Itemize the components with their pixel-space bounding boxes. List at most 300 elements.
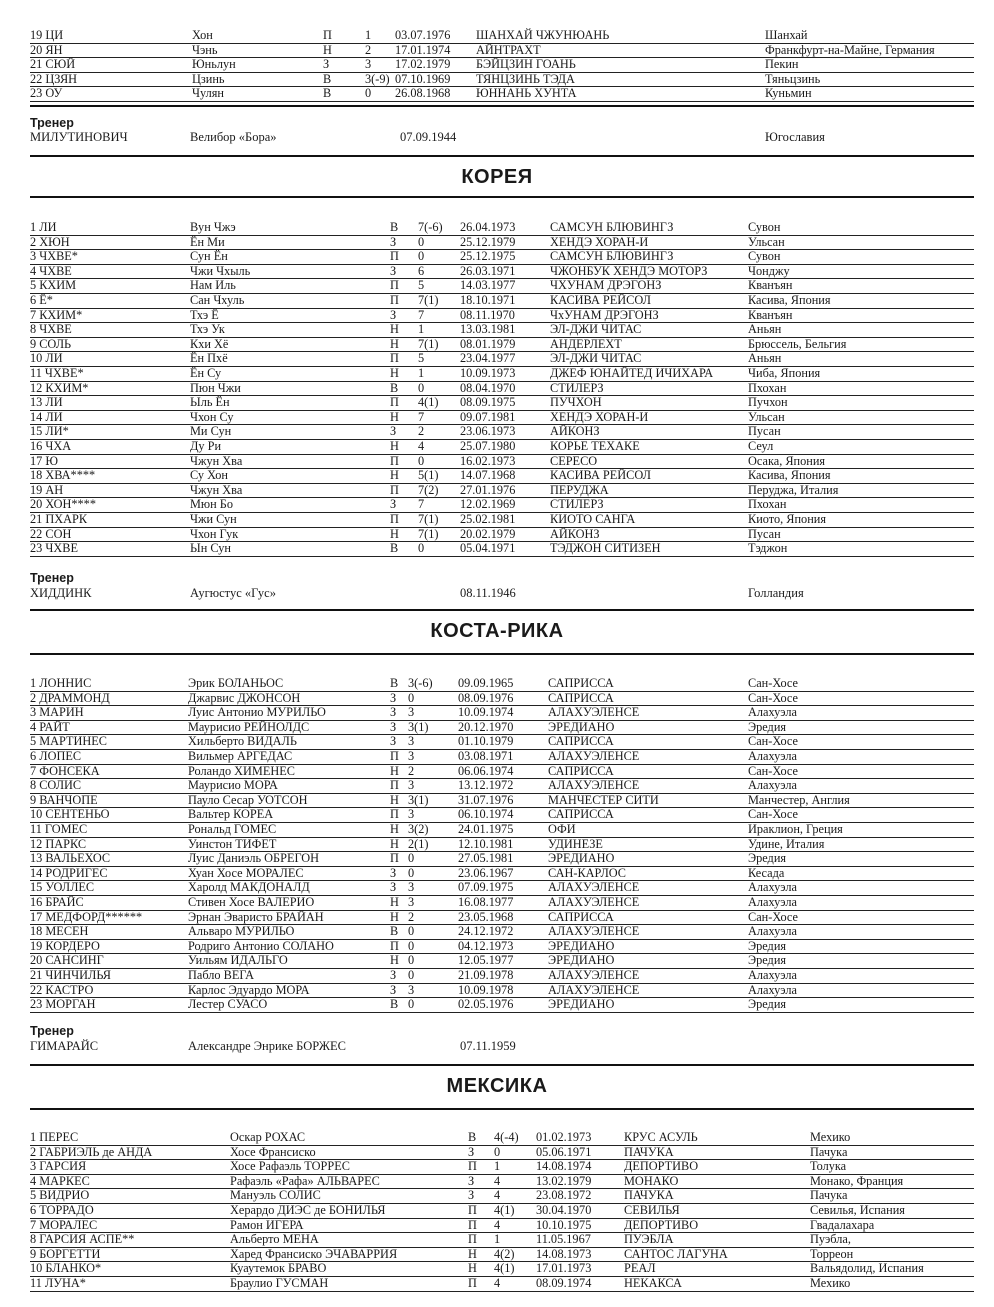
player-surname: 23 ЧХВЕ xyxy=(30,541,78,556)
player-caps: 0 xyxy=(418,380,425,395)
section-divider xyxy=(30,155,974,157)
player-club: ПУЭБЛА xyxy=(624,1232,674,1247)
table-row xyxy=(30,468,974,484)
player-club: АЛАХУЭЛЕНСЕ xyxy=(548,749,640,763)
korea-coach-row xyxy=(30,586,974,601)
player-caps: 3 xyxy=(408,778,415,793)
player-name: Лестер СУАСО xyxy=(188,997,268,1012)
player-city: Пачука xyxy=(810,1188,848,1203)
table-row xyxy=(30,541,974,557)
player-surname: 12 ПАРКС xyxy=(30,836,87,851)
player-caps: 7 xyxy=(418,409,425,424)
player-caps: 2(1) xyxy=(408,836,429,851)
player-position: П xyxy=(390,278,399,293)
player-caps: 4 xyxy=(494,1276,501,1290)
player-surname: 20 САНСИНГ xyxy=(30,953,104,968)
player-caps: 5(1) xyxy=(418,468,439,483)
table-row xyxy=(30,351,974,367)
player-position: В xyxy=(390,997,399,1012)
player-city: Сувон xyxy=(748,249,781,264)
player-caps: 3 xyxy=(408,880,415,895)
player-birthdate: 24.12.1972 xyxy=(458,924,514,939)
player-position: З xyxy=(390,690,397,705)
player-birthdate: 27.05.1981 xyxy=(458,851,514,866)
player-name: Нам Иль xyxy=(190,278,236,293)
player-surname: 3 ГАРСИЯ xyxy=(30,1159,87,1174)
player-club: САНТОС ЛАГУНА xyxy=(624,1246,728,1261)
player-city: Касива, Япония xyxy=(748,293,831,307)
player-caps: 3 xyxy=(408,749,415,763)
player-name: Харед Франсиско ЭЧАВАРРИЯ xyxy=(230,1246,398,1261)
player-caps: 0 xyxy=(365,86,372,101)
player-surname: 9 ВАНЧОПЕ xyxy=(30,792,98,807)
coach-name: Аугюстус «Гус» xyxy=(190,586,276,600)
player-name: Вальтер КОРЕА xyxy=(188,807,274,822)
player-position: П xyxy=(390,512,399,526)
coach-surname: ГИМАРАЙС xyxy=(30,1039,99,1053)
player-club: БЭЙЦЗИН ГОАНЬ xyxy=(476,57,576,72)
player-city: Алахуэла xyxy=(748,895,797,909)
table-row xyxy=(30,968,974,984)
player-surname: 9 СОЛЬ xyxy=(30,336,72,351)
table-row xyxy=(30,793,974,809)
player-surname: 7 ФОНСЕКА xyxy=(30,763,100,778)
player-surname: 11 ЧХВЕ* xyxy=(30,366,84,380)
player-name: Альберто МЕНА xyxy=(230,1232,319,1247)
player-birthdate: 11.05.1967 xyxy=(536,1232,591,1247)
coach-surname: МИЛУТИНОВИЧ xyxy=(30,130,128,144)
player-caps: 3 xyxy=(408,895,415,909)
table-row xyxy=(30,439,974,455)
player-city: Алахуэла xyxy=(748,749,797,763)
player-birthdate: 25.02.1981 xyxy=(460,512,516,526)
player-city: Алахуэла xyxy=(748,705,797,720)
player-club: КРУС АСУЛЬ xyxy=(624,1130,698,1144)
player-position: П xyxy=(323,28,332,42)
table-row xyxy=(30,86,974,102)
player-club: ХЕНДЭ ХОРАН-И xyxy=(550,409,649,424)
player-caps: 4 xyxy=(418,439,425,453)
player-surname: 2 ДРАММОНД xyxy=(30,690,110,705)
player-city: Шанхай xyxy=(765,28,808,42)
player-club: САМСУН БЛЮВИНГЗ xyxy=(550,220,674,234)
player-surname: 17 Ю xyxy=(30,453,59,468)
table-row xyxy=(30,1159,974,1175)
player-club: САПРИССА xyxy=(548,763,614,778)
player-caps: 0 xyxy=(408,997,415,1012)
player-city: Сеул xyxy=(748,439,774,453)
coach-country: Югославия xyxy=(765,130,825,144)
section-divider xyxy=(30,1108,974,1110)
table-row xyxy=(30,691,974,707)
player-name: Пауло Сесар УОТСОН xyxy=(188,792,308,807)
player-position: В xyxy=(323,71,332,86)
player-name: Уинстон ТИФЕТ xyxy=(188,836,277,851)
player-birthdate: 21.09.1978 xyxy=(458,968,514,982)
player-surname: 4 ЧХВЕ xyxy=(30,263,72,278)
table-row xyxy=(30,308,974,324)
player-birthdate: 12.05.1977 xyxy=(458,953,514,968)
player-surname: 16 ЧХА xyxy=(30,439,72,453)
player-club: УДИНЕЗЕ xyxy=(548,836,603,851)
player-name: Ён Су xyxy=(190,366,222,380)
player-birthdate: 03.08.1971 xyxy=(458,749,514,763)
player-club: ПАЧУКА xyxy=(624,1144,674,1159)
table-row xyxy=(30,497,974,513)
player-position: П xyxy=(468,1159,477,1174)
player-club: СЕРЕСО xyxy=(550,453,598,468)
table-row xyxy=(30,778,974,794)
player-position: П xyxy=(468,1232,477,1247)
player-city: Пусан xyxy=(748,424,781,439)
player-club: АЛАХУЭЛЕНСЕ xyxy=(548,982,640,997)
player-club: СЕВИЛЬЯ xyxy=(624,1203,680,1217)
player-birthdate: 10.09.1974 xyxy=(458,705,514,720)
player-position: З xyxy=(390,497,397,512)
player-city: Мехико xyxy=(810,1130,851,1144)
player-club: АЛАХУЭЛЕНСЕ xyxy=(548,895,640,909)
table-row xyxy=(30,424,974,440)
player-city: Пуэбла, xyxy=(810,1232,851,1247)
player-city: Чиба, Япония xyxy=(748,366,821,380)
player-city: Сан-Хосе xyxy=(748,690,798,705)
player-club: САПРИССА xyxy=(548,909,614,924)
player-name: Ён Ми xyxy=(190,234,225,249)
player-caps: 4 xyxy=(494,1173,501,1188)
player-position: Н xyxy=(390,336,399,351)
player-city: Сан-Хосе xyxy=(748,763,798,778)
player-surname: 13 ЛИ xyxy=(30,395,63,410)
player-position: П xyxy=(390,807,399,822)
player-birthdate: 08.01.1979 xyxy=(460,336,516,351)
player-club: ЭРЕДИАНО xyxy=(548,997,615,1012)
table-row xyxy=(30,910,974,926)
player-position: Н xyxy=(390,909,399,924)
table-row xyxy=(30,512,974,528)
player-caps: 4 xyxy=(494,1217,501,1232)
player-city: Эредия xyxy=(748,938,787,953)
player-position: Н xyxy=(468,1261,477,1276)
player-club: АЛАХУЭЛЕНСЕ xyxy=(548,705,640,720)
player-surname: 8 ГАРСИЯ АСПЕ** xyxy=(30,1232,135,1247)
section-divider xyxy=(30,196,974,198)
player-city: Тэджон xyxy=(748,541,788,556)
player-surname: 17 МЕДФОРД****** xyxy=(30,909,143,924)
player-city: Манчестер, Англия xyxy=(748,792,850,807)
player-caps: 3 xyxy=(408,807,415,822)
player-city: Эредия xyxy=(748,719,787,734)
player-caps: 3(1) xyxy=(408,719,429,734)
player-position: Н xyxy=(390,953,399,968)
player-surname: 23 МОРГАН xyxy=(30,997,96,1012)
table-row xyxy=(30,322,974,338)
player-birthdate: 06.06.1974 xyxy=(458,763,514,778)
player-city: Алахуэла xyxy=(748,924,797,939)
player-city: Алахуэла xyxy=(748,778,797,793)
table-row xyxy=(30,235,974,251)
table-row xyxy=(30,1276,974,1292)
player-club: САН-КАРЛОС xyxy=(548,865,627,880)
player-club: ЧхУНАМ ДРЭГОНЗ xyxy=(550,307,659,322)
player-name: Мануэль СОЛИС xyxy=(230,1188,321,1203)
player-caps: 0 xyxy=(408,968,415,982)
player-caps: 7 xyxy=(418,307,425,322)
player-city: Алахуэла xyxy=(748,968,797,982)
player-name: Сун Ён xyxy=(190,249,228,264)
player-caps: 7(1) xyxy=(418,526,439,541)
player-position: П xyxy=(468,1276,477,1290)
player-caps: 3(-6) xyxy=(408,676,433,690)
player-surname: 4 РАЙТ xyxy=(30,719,70,734)
player-city: Эредия xyxy=(748,997,787,1012)
player-caps: 2 xyxy=(408,909,415,924)
player-birthdate: 23.04.1977 xyxy=(460,351,516,366)
player-name: Роландо ХИМЕНЕС xyxy=(188,763,295,778)
table-row xyxy=(30,1145,974,1161)
player-city: Пачука xyxy=(810,1144,848,1159)
player-name: Чжи Чхыль xyxy=(190,263,251,278)
player-club: СТИЛЕРЗ xyxy=(550,497,604,512)
player-club: ЧХУНАМ ДРЭГОНЗ xyxy=(550,278,662,293)
player-caps: 7(1) xyxy=(418,512,439,526)
player-name: Карлос Эдуардо МОРА xyxy=(188,982,310,997)
player-city: Гвадалахара xyxy=(810,1217,875,1232)
player-city: Торреон xyxy=(810,1246,854,1261)
table-row xyxy=(30,851,974,867)
player-birthdate: 13.03.1981 xyxy=(460,322,516,337)
player-surname: 19 ЦИ xyxy=(30,28,64,42)
player-surname: 10 ЛИ xyxy=(30,351,63,366)
player-surname: 5 ВИДРИО xyxy=(30,1188,90,1203)
player-surname: 6 Ё* xyxy=(30,293,53,307)
player-city: Кванъян xyxy=(748,307,793,322)
player-name: Хуан Хосе МОРАЛЕС xyxy=(188,865,304,880)
player-city: Эредия xyxy=(748,953,787,968)
table-row xyxy=(30,454,974,470)
player-position: П xyxy=(390,249,399,264)
player-city: Монако, Франция xyxy=(810,1173,904,1188)
player-surname: 11 ЛУНА* xyxy=(30,1276,86,1290)
player-birthdate: 26.04.1973 xyxy=(460,220,516,234)
player-birthdate: 14.03.1977 xyxy=(460,278,516,293)
player-club: АНДЕРЛЕХТ xyxy=(550,336,622,351)
player-birthdate: 13.02.1979 xyxy=(536,1173,592,1188)
player-name: Ми Сун xyxy=(190,424,232,439)
player-birthdate: 09.09.1965 xyxy=(458,676,514,690)
table-row xyxy=(30,983,974,999)
player-club: НЕКАКСА xyxy=(624,1276,682,1290)
player-position: П xyxy=(390,851,399,866)
costa-rica-coach-row xyxy=(30,1039,974,1054)
player-city: Эредия xyxy=(748,851,787,866)
player-city: Толука xyxy=(810,1159,847,1174)
player-birthdate: 17.01.1973 xyxy=(536,1261,592,1276)
player-city: Франкфурт-на-Майне, Германия xyxy=(765,42,935,57)
player-caps: 1 xyxy=(365,28,372,42)
player-city: Сан-Хосе xyxy=(748,807,798,822)
player-surname: 7 КХИМ* xyxy=(30,307,83,322)
player-birthdate: 23.05.1968 xyxy=(458,909,514,924)
player-surname: 11 ГОМЕС xyxy=(30,822,88,836)
player-city: Алахуэла xyxy=(748,880,797,895)
player-position: Н xyxy=(390,366,399,380)
player-club: АЛАХУЭЛЕНСЕ xyxy=(548,880,640,895)
player-name: Тхэ Ё xyxy=(190,307,219,322)
player-name: Стивен Хосе ВАЛЕРИО xyxy=(188,895,315,909)
table-row xyxy=(30,293,974,309)
player-surname: 4 МАРКЕС xyxy=(30,1173,90,1188)
player-name: Хильберто ВИДАЛЬ xyxy=(188,734,297,749)
player-surname: 1 ПЕРЕС xyxy=(30,1130,79,1144)
player-name: Тхэ Ук xyxy=(190,322,225,337)
player-surname: 5 МАРТИНЕС xyxy=(30,734,108,749)
player-city: Севилья, Испания xyxy=(810,1203,905,1217)
player-caps: 0 xyxy=(408,953,415,968)
table-row xyxy=(30,1247,974,1263)
player-birthdate: 30.04.1970 xyxy=(536,1203,592,1217)
player-birthdate: 14.08.1973 xyxy=(536,1246,592,1261)
player-city: Сувон xyxy=(748,220,781,234)
player-position: З xyxy=(390,982,397,997)
player-club: ТЯНЦЗИНЬ ТЭДА xyxy=(476,71,575,86)
korea-title: КОРЕЯ xyxy=(461,166,533,188)
player-birthdate: 12.10.1981 xyxy=(458,836,514,851)
player-position: Н xyxy=(390,763,399,778)
section-divider xyxy=(30,105,974,107)
player-surname: 10 СЕНТЕНЬО xyxy=(30,807,110,822)
player-surname: 22 ЦЗЯН xyxy=(30,71,78,86)
player-position: З xyxy=(390,719,397,734)
player-birthdate: 20.12.1970 xyxy=(458,719,514,734)
player-birthdate: 31.07.1976 xyxy=(458,792,514,807)
player-surname: 23 ОУ xyxy=(30,86,63,101)
player-club: РЕАЛ xyxy=(624,1261,656,1276)
player-city: Аньян xyxy=(748,351,782,366)
player-city: Киото, Япония xyxy=(748,512,827,526)
player-club: ЭРЕДИАНО xyxy=(548,851,615,866)
player-surname: 21 СЮЙ xyxy=(30,57,76,72)
player-birthdate: 14.07.1968 xyxy=(460,468,516,483)
player-surname: 14 ЛИ xyxy=(30,409,63,424)
player-surname: 18 ХВА**** xyxy=(30,468,96,483)
player-caps: 5 xyxy=(418,278,425,293)
player-position: З xyxy=(390,865,397,880)
player-city: Ираклион, Греция xyxy=(748,822,843,836)
player-club: АЛАХУЭЛЕНСЕ xyxy=(548,924,640,939)
player-name: Эрик БОЛАНЬОС xyxy=(188,676,284,690)
coach-birthdate: 07.09.1944 xyxy=(400,130,457,144)
player-city: Пекин xyxy=(765,57,799,72)
player-city: Мехико xyxy=(810,1276,851,1290)
player-surname: 2 ХЮН xyxy=(30,234,70,249)
player-surname: 6 ЛОПЕС xyxy=(30,749,82,763)
player-position: В xyxy=(390,380,399,395)
player-caps: 1 xyxy=(494,1232,501,1247)
player-birthdate: 26.08.1968 xyxy=(395,86,451,101)
player-caps: 7 xyxy=(418,497,425,512)
player-city: Тяньцзинь xyxy=(765,71,821,86)
player-position: Н xyxy=(468,1246,477,1261)
player-caps: 3(-9) xyxy=(365,71,390,86)
player-birthdate: 07.10.1969 xyxy=(395,71,451,86)
player-surname: 18 МЕСЕН xyxy=(30,924,89,939)
player-birthdate: 08.04.1970 xyxy=(460,380,516,395)
player-club: ПУЧХОН xyxy=(550,395,602,410)
player-birthdate: 08.11.1970 xyxy=(460,307,515,322)
player-club: ДЖЕФ ЮНАЙТЕД ИЧИХАРА xyxy=(550,366,714,380)
player-name: Альваро МУРИЛЬО xyxy=(188,924,295,939)
table-row xyxy=(30,1218,974,1234)
player-surname: 19 КОРДЕРО xyxy=(30,938,100,953)
player-name: Хон xyxy=(192,28,213,42)
player-birthdate: 23.06.1967 xyxy=(458,865,514,880)
table-row xyxy=(30,822,974,838)
player-position: Н xyxy=(390,439,399,453)
table-row xyxy=(30,837,974,853)
player-caps: 1 xyxy=(418,366,425,380)
player-club: ПАЧУКА xyxy=(624,1188,674,1203)
player-caps: 6 xyxy=(418,263,425,278)
player-city: Вальядолид, Испания xyxy=(810,1261,924,1276)
player-birthdate: 08.09.1974 xyxy=(536,1276,592,1290)
costa-rica-title: КОСТА-РИКА xyxy=(430,620,564,642)
player-caps: 4(1) xyxy=(418,395,439,410)
player-position: П xyxy=(390,938,399,953)
player-city: Удине, Италия xyxy=(748,836,825,851)
player-name: Чулян xyxy=(192,86,224,101)
player-club: КИОТО САНГА xyxy=(550,512,636,526)
player-surname: 19 АН xyxy=(30,482,64,497)
player-caps: 0 xyxy=(408,865,415,880)
player-surname: 10 БЛАНКО* xyxy=(30,1261,102,1276)
player-name: Ён Пхё xyxy=(190,351,228,366)
player-position: П xyxy=(390,395,399,410)
table-row xyxy=(30,1130,974,1146)
player-club: АЛАХУЭЛЕНСЕ xyxy=(548,778,640,793)
coach-name: Александре Энрике БОРЖЕС xyxy=(188,1039,346,1053)
player-surname: 7 МОРАЛЕС xyxy=(30,1217,98,1232)
player-birthdate: 10.10.1975 xyxy=(536,1217,592,1232)
table-row xyxy=(30,1188,974,1204)
player-caps: 7(1) xyxy=(418,336,439,351)
player-birthdate: 05.04.1971 xyxy=(460,541,516,556)
player-name: Кхи Хё xyxy=(190,336,229,351)
player-caps: 7(-6) xyxy=(418,220,443,234)
player-birthdate: 10.09.1978 xyxy=(458,982,514,997)
player-position: В xyxy=(390,676,399,690)
player-city: Пхохан xyxy=(748,497,787,512)
player-surname: 5 КХИМ xyxy=(30,278,77,293)
player-birthdate: 23.08.1972 xyxy=(536,1188,592,1203)
section-divider xyxy=(30,609,974,611)
player-city: Пхохан xyxy=(748,380,787,395)
player-caps: 0 xyxy=(418,541,425,556)
player-caps: 4(2) xyxy=(494,1246,515,1261)
player-club: АЙНТРАХТ xyxy=(476,42,541,57)
table-row xyxy=(30,72,974,88)
player-city: Сан-Хосе xyxy=(748,909,798,924)
player-position: З xyxy=(390,705,397,720)
player-surname: 8 ЧХВЕ xyxy=(30,322,72,337)
player-name: Рафаэль «Рафа» АЛЬВАРЕС xyxy=(230,1173,380,1188)
player-caps: 7(1) xyxy=(418,293,439,307)
player-city: Пучхон xyxy=(748,395,788,410)
mexico-title: МЕКСИКА xyxy=(446,1075,548,1097)
player-club: КАСИВА РЕЙСОЛ xyxy=(550,293,651,307)
player-birthdate: 09.07.1981 xyxy=(460,409,516,424)
table-row xyxy=(30,483,974,499)
player-surname: 1 ЛИ xyxy=(30,220,57,234)
